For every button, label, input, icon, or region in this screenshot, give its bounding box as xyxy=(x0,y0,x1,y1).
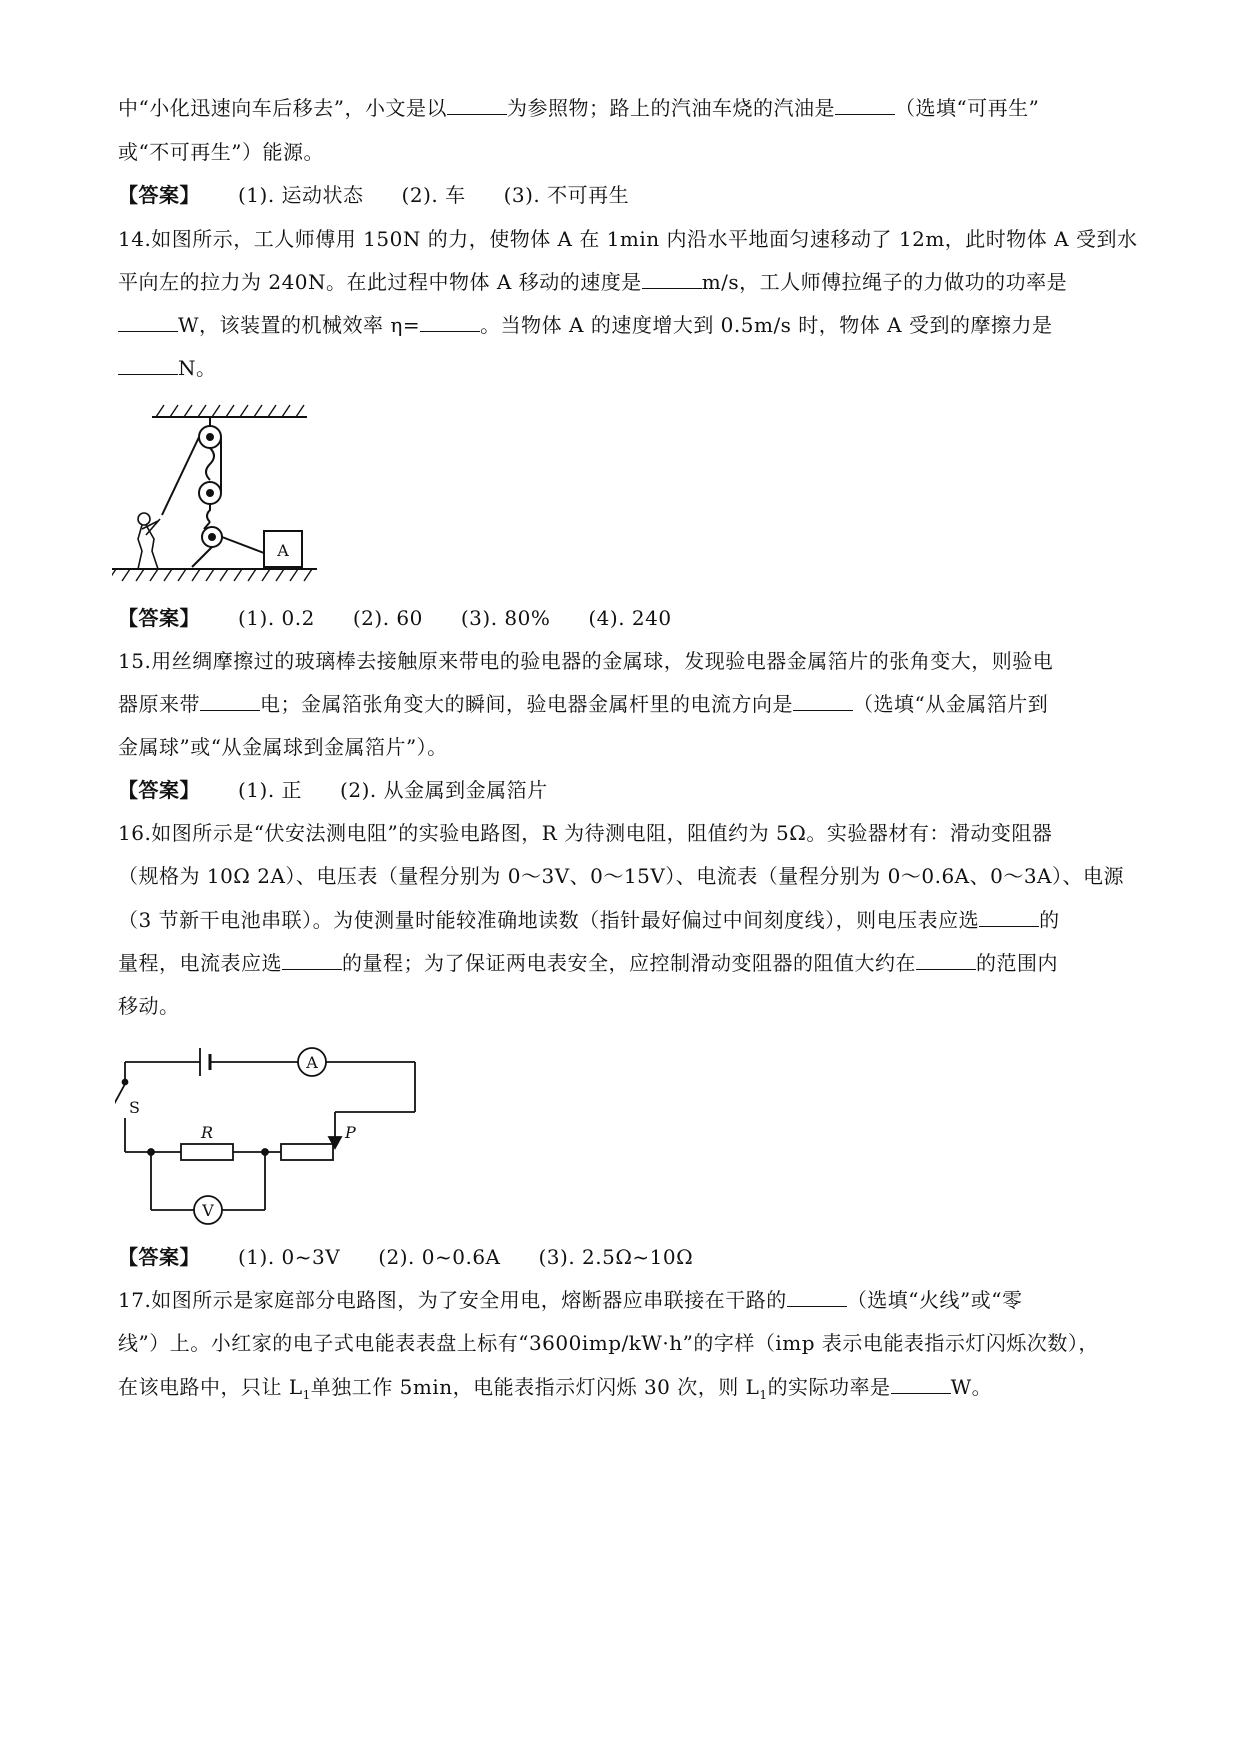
answer-blank xyxy=(891,1373,951,1394)
ammeter-label: A xyxy=(306,1053,318,1072)
q16-line-4: 量程，电流表应选 的量程；为了保证两电表安全，应控制滑动变阻器的阻值大约在 的范围内 xyxy=(118,951,1058,975)
q15-answer xyxy=(118,775,548,805)
answer-blank xyxy=(282,949,342,970)
q13-line-1: 中“小化迅速向车后移去”，小文是以 为参照物；路上的汽油车烧的汽油是 （选填“可再生” xyxy=(118,96,1040,120)
block-a-label: A xyxy=(277,541,289,560)
q16-line-1: 16.如图所示是“伏安法测电阻”的实验电路图，R 为待测电阻，阻值约为 5Ω。实验器材有：滑动变阻器 xyxy=(118,821,1053,845)
voltmeter-label: V xyxy=(202,1201,214,1220)
answer-item: (2). 60 xyxy=(352,606,423,630)
answer-item: (1). 正 xyxy=(238,778,303,802)
answer-label: 【答案】 xyxy=(118,778,200,802)
answer-blank xyxy=(420,311,480,332)
answer-blank xyxy=(642,268,702,289)
resistor-r xyxy=(181,1144,233,1160)
answer-blank xyxy=(979,906,1039,927)
switch xyxy=(115,1084,125,1106)
answer-item: (2). 从金属到金属箔片 xyxy=(340,778,548,802)
resistor-label: R xyxy=(200,1123,214,1142)
answer-blank xyxy=(447,94,507,115)
rope xyxy=(162,437,199,515)
q17-line-3: 在该电路中，只让 $L_1$单独工作 5min，电能表指示灯闪烁 30 次，则 $L_1$的实际功率是 W。 xyxy=(118,1375,993,1402)
answer-blank xyxy=(118,311,178,332)
switch-label: S xyxy=(129,1098,140,1117)
ceiling-hatch xyxy=(156,405,304,417)
q14-line-3: W，该装置的机械效率 η= 。当物体 A 的速度增大到 0.5m/s 时，物体 A 受到的摩擦力是 xyxy=(118,310,1052,340)
q15-line-1: 15.用丝绸摩擦过的玻璃棒去接触原来带电的验电器的金属球，发现验电器金属箔片的张角变大，则验电 xyxy=(118,649,1054,673)
answer-blank xyxy=(835,94,895,115)
q13-answer xyxy=(118,180,629,210)
answer-item: (1). 运动状态 xyxy=(238,183,364,207)
answer-item: (1). 0~3V xyxy=(238,1245,341,1269)
q14-line-1: 14.如图所示，工人师傅用 150N 的力，使物体 A 在 1min 内沿水平地面匀速移动了 12m，此时物体 A 受到水 xyxy=(118,227,1138,251)
answer-item: (3). 2.5Ω~10Ω xyxy=(538,1245,694,1269)
answer-label: 【答案】 xyxy=(118,606,200,630)
q14-line-2: 平向左的拉力为 240N。在此过程中物体 A 移动的速度是 m/s，工人师傅拉绳子的力做功的功率是 xyxy=(118,270,1068,294)
q15-line-3: 金属球”或“从金属球到金属箔片”）。 xyxy=(118,735,448,759)
q16-line-3: （3 节新干电池串联）。为使测量时能较准确地读数（指针最好偏过中间刻度线），则电压表应选 的 xyxy=(118,908,1060,932)
answer-label: 【答案】 xyxy=(118,183,200,207)
answer-item: (4). 240 xyxy=(588,606,672,630)
q16-line-2: （规格为 10Ω 2A）、电压表（量程分别为 0～3V、0～15V）、电流表（量程分别为 0～0.6A、0～3A）、电源 xyxy=(118,864,1125,888)
answer-item: (3). 80% xyxy=(460,606,551,630)
answer-blank xyxy=(200,690,260,711)
q14-line-4: N。 xyxy=(118,353,217,383)
q16-answer xyxy=(118,1242,693,1272)
rheostat xyxy=(281,1144,333,1160)
q16-line-5: 移动。 xyxy=(118,994,180,1018)
circuit-figure xyxy=(115,1040,425,1240)
answer-item: (2). 车 xyxy=(401,183,466,207)
q15-line-2: 器原来带 电；金属箔张角变大的瞬间，验电器金属杆里的电流方向是 （选填“从金属箔片到 xyxy=(118,692,1049,716)
answer-label: 【答案】 xyxy=(118,1245,200,1269)
q17-line-1: 17.如图所示是家庭部分电路图，为了安全用电，熔断器应串联接在干路的 （选填“火线”或“零 xyxy=(118,1288,1023,1312)
answer-item: (2). 0~0.6A xyxy=(378,1245,501,1269)
answer-blank xyxy=(916,949,976,970)
q13-line-2: 或“不可再生”）能源。 xyxy=(118,140,324,164)
q17-line-2: 线”）上。小红家的电子式电能表表盘上标有“3600imp/kW·h”的字样（imp 表示电能表指示灯闪烁次数）， xyxy=(118,1331,1099,1355)
answer-blank xyxy=(787,1286,847,1307)
answer-item: (1). 0.2 xyxy=(238,606,315,630)
answer-blank xyxy=(118,354,178,375)
worker-figure xyxy=(138,513,160,569)
q14-answer xyxy=(118,603,672,633)
slider-label: P xyxy=(345,1123,356,1142)
ground-hatch xyxy=(112,569,312,581)
answer-blank xyxy=(793,690,853,711)
answer-item: (3). 不可再生 xyxy=(503,183,630,207)
